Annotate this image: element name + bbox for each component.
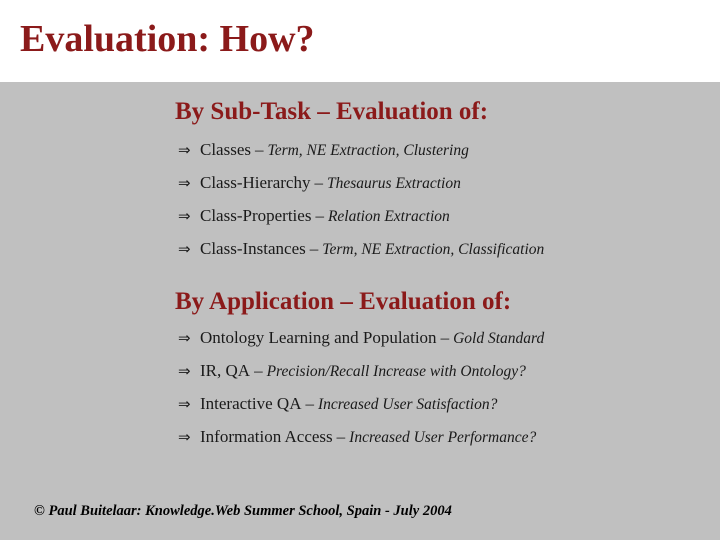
item-method: Term, NE Extraction, Clustering xyxy=(267,142,469,159)
item-separator: – xyxy=(254,361,263,380)
item-separator: – xyxy=(255,140,264,159)
item-method: Precision/Recall Increase with Ontology? xyxy=(266,363,526,380)
implies-arrow-icon: ⇒ xyxy=(178,207,191,225)
item-method: Relation Extraction xyxy=(327,208,450,225)
implies-arrow-icon: ⇒ xyxy=(178,395,191,413)
item-separator: – xyxy=(315,206,324,225)
item-separator: – xyxy=(336,427,346,446)
item-separator: – xyxy=(314,173,323,192)
item-separator: – xyxy=(440,328,450,347)
section-heading-application: By Application – Evaluation of: xyxy=(175,288,512,315)
item-label: Interactive QA xyxy=(200,394,302,413)
item-method: Gold Standard xyxy=(453,330,545,347)
item-label: IR, QA xyxy=(200,361,251,380)
item-separator: – xyxy=(305,394,314,413)
list-item xyxy=(178,174,461,192)
list-item xyxy=(178,207,450,225)
list-item xyxy=(178,329,544,347)
list-item xyxy=(178,141,469,159)
implies-arrow-icon: ⇒ xyxy=(178,174,191,192)
implies-arrow-icon: ⇒ xyxy=(178,362,191,380)
list-item xyxy=(178,362,526,380)
implies-arrow-icon: ⇒ xyxy=(178,329,191,347)
implies-arrow-icon: ⇒ xyxy=(178,240,191,258)
item-method: Term, NE Extraction, Classification xyxy=(322,241,545,258)
item-label: Ontology Learning and Population xyxy=(200,328,437,347)
list-item xyxy=(178,240,544,258)
item-label: Class-Properties xyxy=(200,206,312,225)
title-bar xyxy=(0,0,720,82)
list-item xyxy=(178,395,497,413)
item-label: Information Access xyxy=(200,427,333,446)
item-method: Thesaurus Extraction xyxy=(326,175,461,192)
section-heading-subtask: By Sub-Task – Evaluation of: xyxy=(175,98,489,125)
item-method: Increased User Satisfaction? xyxy=(317,396,498,413)
list-item xyxy=(178,428,536,446)
slide-title: Evaluation: How? xyxy=(20,18,315,60)
footer-credit: © Paul Buitelaar: Knowledge.Web Summer School, Spain - July 2004 xyxy=(34,503,452,519)
item-label: Class-Hierarchy xyxy=(200,173,311,192)
implies-arrow-icon: ⇒ xyxy=(178,141,191,159)
item-label: Class-Instances xyxy=(200,239,306,258)
item-label: Classes xyxy=(200,140,251,159)
item-method: Increased User Performance? xyxy=(349,429,537,446)
implies-arrow-icon: ⇒ xyxy=(178,428,191,446)
item-separator: – xyxy=(309,239,319,258)
